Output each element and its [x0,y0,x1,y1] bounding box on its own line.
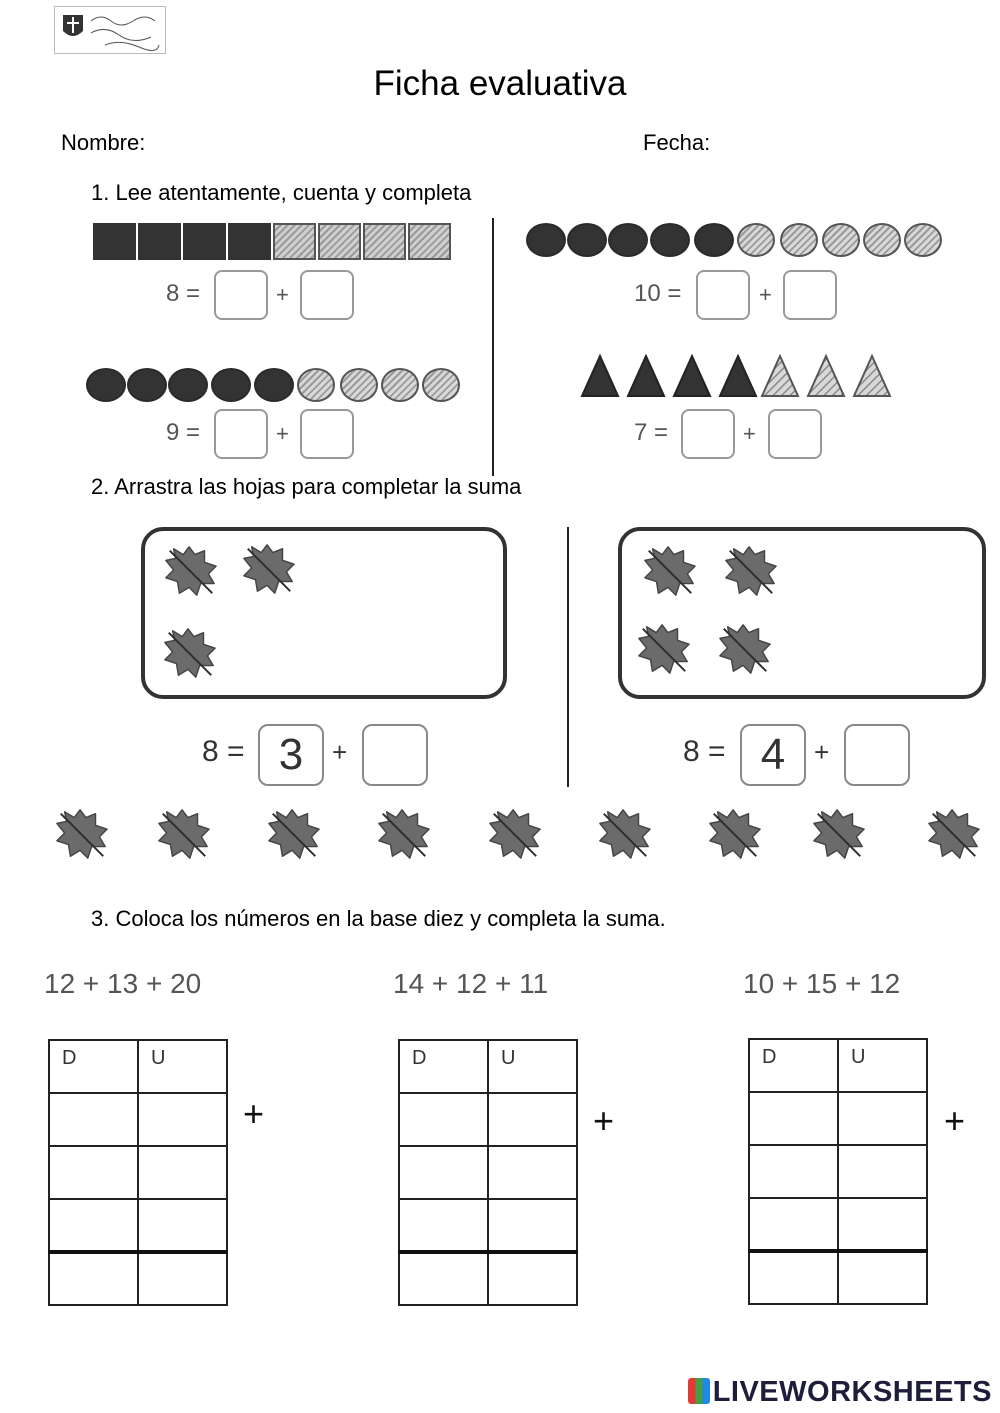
leaf-icon[interactable] [162,543,220,599]
plus-sign: + [276,421,289,446]
leaf-icon[interactable] [722,543,780,599]
total-label: 8 = [202,735,245,768]
units-result-cell[interactable] [138,1252,227,1305]
units-cell[interactable] [838,1198,927,1251]
units-cell[interactable] [138,1093,227,1146]
tens-cell[interactable] [399,1093,488,1146]
answer-box[interactable] [696,270,750,320]
sum-expression: 12 + 13 + 20 [44,968,202,999]
answer-box[interactable] [768,409,822,459]
tens-cell[interactable] [749,1198,838,1251]
draggable-leaf-icon[interactable] [486,806,544,862]
plus-sign: + [814,737,830,767]
brand-text: LIVEWORKSHEETS [712,1376,992,1408]
section3-instruction: 3. Coloca los números en la base diez y completa la suma. [91,906,666,931]
units-cell[interactable] [838,1092,927,1145]
total-label: 8 = [683,735,726,768]
sum-expression: 10 + 15 + 12 [743,968,901,999]
units-header: U [488,1040,577,1093]
date-label: Fecha: [643,130,711,155]
plus-sign: + [759,282,772,307]
place-value-table [398,1039,578,1306]
total-label: 8 = [166,280,201,307]
place-value-table [748,1038,928,1305]
plus-sign: + [944,1100,966,1141]
tens-cell[interactable] [399,1199,488,1252]
plus-sign: + [593,1100,615,1141]
section1-instruction: 1. Lee atentamente, cuenta y completa [91,180,472,205]
tens-cell[interactable] [399,1146,488,1199]
units-header: U [838,1039,927,1092]
draggable-leaf-icon[interactable] [596,806,654,862]
answer-box[interactable] [681,409,735,459]
draggable-leaf-icon[interactable] [375,806,433,862]
tens-result-cell[interactable] [49,1252,138,1305]
crest-icon [55,7,165,53]
draggable-leaf-icon[interactable] [706,806,764,862]
draggable-leaf-icon[interactable] [265,806,323,862]
total-label: 9 = [166,419,201,446]
place-value-table [48,1039,228,1306]
tens-header: D [749,1039,838,1092]
draggable-leaf-icon[interactable] [810,806,868,862]
leaf-icon[interactable] [635,621,693,677]
tens-cell[interactable] [49,1146,138,1199]
leaf-icon[interactable] [240,541,298,597]
units-cell[interactable] [488,1093,577,1146]
leaf-icon[interactable] [716,621,774,677]
tens-cell[interactable] [749,1092,838,1145]
tens-header: D [49,1040,138,1093]
units-cell[interactable] [838,1145,927,1198]
total-label: 10 = [634,280,682,307]
leaf-icon[interactable] [161,625,219,681]
tens-header: D [399,1040,488,1093]
page-title: Ficha evaluativa [373,64,627,103]
answer-box[interactable] [362,724,428,786]
addend-box: 4 [740,724,806,786]
draggable-leaf-icon[interactable] [155,806,213,862]
tens-cell[interactable] [49,1093,138,1146]
tens-result-cell[interactable] [749,1251,838,1304]
school-logo [54,6,166,54]
units-result-cell[interactable] [488,1252,577,1305]
liveworksheets-icon [688,1378,710,1404]
units-cell[interactable] [138,1199,227,1252]
units-cell[interactable] [488,1146,577,1199]
tens-result-cell[interactable] [399,1252,488,1305]
units-result-cell[interactable] [838,1251,927,1304]
section2-instruction: 2. Arrastra las hojas para completar la suma [91,474,522,499]
draggable-leaf-icon[interactable] [925,806,983,862]
triangle-row [578,352,898,400]
units-header: U [138,1040,227,1093]
units-cell[interactable] [488,1199,577,1252]
draggable-leaf-icon[interactable] [53,806,111,862]
sum-expression: 14 + 12 + 11 [393,968,549,999]
answer-box[interactable] [214,409,268,459]
liveworksheets-logo[interactable] [688,1376,992,1409]
answer-box[interactable] [844,724,910,786]
section2-divider [567,527,569,787]
answer-box[interactable] [300,409,354,459]
units-cell[interactable] [138,1146,227,1199]
section1-divider [492,218,494,476]
leaf-icon[interactable] [641,543,699,599]
plus-sign: + [243,1093,265,1134]
plus-sign: + [276,282,289,307]
answer-box[interactable] [214,270,268,320]
answer-box[interactable] [783,270,837,320]
tens-cell[interactable] [49,1199,138,1252]
total-label: 7 = [634,419,669,446]
name-label: Nombre: [61,130,146,155]
plus-sign: + [743,421,756,446]
plus-sign: + [332,737,348,767]
tens-cell[interactable] [749,1145,838,1198]
answer-box[interactable] [300,270,354,320]
addend-box: 3 [258,724,324,786]
